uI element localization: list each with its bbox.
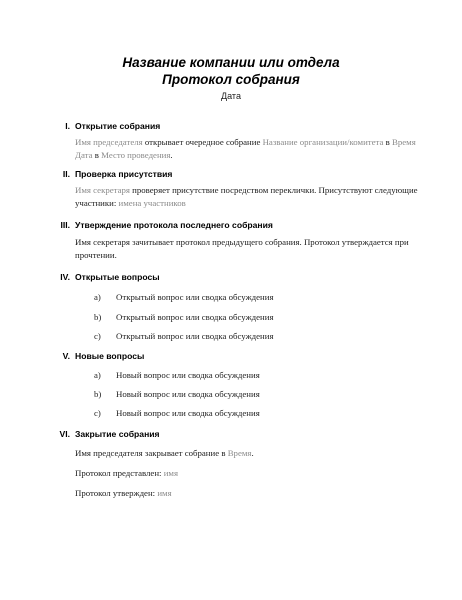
secretary-name-placeholder[interactable]: Имя секретаря [75, 185, 130, 195]
submitted-label: Протокол представлен: [75, 468, 164, 478]
opening-in2: в [92, 150, 102, 160]
section-number: V. [62, 351, 70, 361]
minutes-approved-line[interactable] [75, 487, 430, 500]
section-heading-opening [0, 120, 462, 132]
list-item[interactable] [0, 369, 462, 381]
organization-placeholder[interactable]: Название организации/комитета [262, 137, 384, 147]
section-title[interactable]: Новые вопросы [75, 351, 145, 361]
section-heading-adjournment [0, 428, 462, 440]
list-letter: b) [94, 312, 102, 322]
section-title[interactable]: Открытие собрания [75, 121, 161, 131]
meeting-date[interactable]: Дата [221, 91, 241, 101]
list-item[interactable] [0, 311, 462, 323]
list-item-text[interactable]: Открытый вопрос или сводка обсуждения [116, 312, 274, 322]
roll-call-paragraph[interactable] [75, 184, 430, 210]
period: . [170, 150, 173, 160]
opening-in: в [383, 137, 392, 147]
approval-paragraph[interactable]: Имя секретаря зачитывает протокол предыдущего собрания. Протокол утверждается при прочтении. [75, 237, 409, 260]
minutes-submitted-line[interactable] [75, 467, 430, 480]
section-number: VI. [59, 429, 70, 439]
time-placeholder[interactable]: Время [391, 137, 416, 147]
adjournment-paragraph[interactable] [75, 447, 430, 460]
adjournment-text: Имя председателя закрывает собрание в [75, 448, 228, 458]
list-letter: c) [94, 408, 101, 418]
list-letter: c) [94, 331, 101, 341]
list-letter: a) [94, 370, 101, 380]
section-heading-roll-call [0, 168, 462, 180]
list-item[interactable] [0, 388, 462, 400]
list-item-text[interactable]: Новый вопрос или сводка обсуждения [116, 389, 260, 399]
section-number: II. [62, 169, 70, 179]
list-item[interactable] [0, 330, 462, 342]
approved-label: Протокол утвержден: [75, 488, 158, 498]
section-title[interactable]: Открытые вопросы [75, 272, 160, 282]
list-item-text[interactable]: Открытый вопрос или сводка обсуждения [116, 292, 274, 302]
section-number: IV. [60, 272, 70, 282]
date-placeholder[interactable]: Дата [75, 150, 93, 160]
approver-name-placeholder[interactable]: имя [157, 488, 172, 498]
section-number: I. [65, 121, 70, 131]
chair-name-placeholder[interactable]: Имя председателя [75, 137, 143, 147]
company-title[interactable]: Название компании или отдела [122, 55, 340, 70]
opening-paragraph[interactable] [75, 136, 430, 162]
place-placeholder[interactable]: Место проведения [101, 150, 171, 160]
section-number: III. [60, 220, 70, 230]
list-letter: b) [94, 389, 102, 399]
opening-text: открывает очередное собрание [142, 137, 263, 147]
document-title[interactable]: Протокол собрания [162, 72, 300, 87]
time-placeholder[interactable]: Время [227, 448, 252, 458]
section-heading-approval [0, 219, 462, 231]
attendee-names-placeholder[interactable]: имена участников [118, 198, 186, 208]
section-heading-open-issues [0, 271, 462, 283]
period: . [251, 448, 254, 458]
list-item[interactable] [0, 291, 462, 303]
list-letter: a) [94, 292, 101, 302]
submitter-name-placeholder[interactable]: имя [163, 468, 179, 478]
section-heading-new-business [0, 350, 462, 362]
section-title[interactable]: Проверка присутствия [75, 169, 173, 179]
list-item-text[interactable]: Открытый вопрос или сводка обсуждения [116, 331, 274, 341]
list-item[interactable] [0, 407, 462, 419]
roll-call-text: проверяет присутствие посредством переклички. Присутствуют следующие участники: [75, 185, 418, 208]
list-item-text[interactable]: Новый вопрос или сводка обсуждения [116, 370, 260, 380]
section-title[interactable]: Закрытие собрания [75, 429, 160, 439]
list-item-text[interactable]: Новый вопрос или сводка обсуждения [116, 408, 260, 418]
section-title[interactable]: Утверждение протокола последнего собрания [75, 220, 273, 230]
